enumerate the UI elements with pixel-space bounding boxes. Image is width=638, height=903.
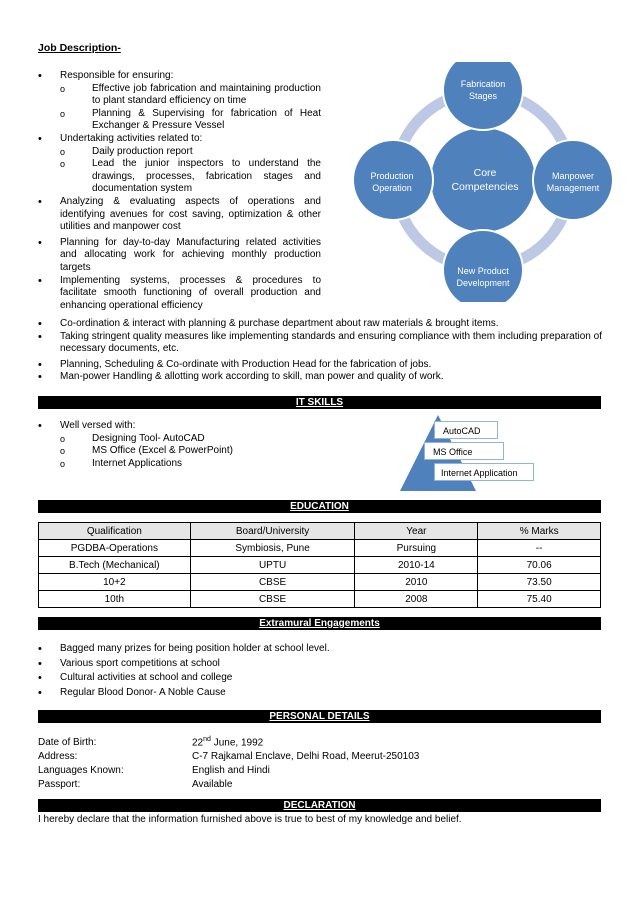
personal-details-block (38, 733, 419, 792)
pyramid-box-1: AutoCAD (434, 421, 498, 439)
pyramid-box-2: MS Office (424, 442, 504, 460)
list-item: • Co-ordination & interact with planning & purchase department about raw materials & brought items. (36, 318, 602, 331)
education-header: EDUCATION (38, 500, 601, 513)
passport-row (38, 778, 419, 792)
table-cell: 2010-14 (355, 557, 478, 574)
diagram-label-center: Core Competencies (451, 167, 519, 193)
dob-row (38, 733, 419, 750)
education-table-wrapper (38, 522, 601, 608)
table-header-cell: % Marks (478, 523, 601, 540)
list-item: • Taking stringent quality measures like implementing standards and ensuring compliance with them including preparation of necessary documents, etc. (36, 331, 602, 356)
table-cell: 10+2 (39, 574, 191, 591)
list-item: • Implementing systems, processes & procedures to facilitate smooth functioning of overall production and enhancing operational efficiency (36, 275, 321, 313)
list-item: • Bagged many prizes for being position holder at school level. (36, 642, 596, 657)
dob-rest: June, 1992 (210, 737, 264, 749)
it-skills-header: IT SKILLS (38, 396, 601, 409)
job-description-title: Job Description- (38, 42, 121, 54)
list-item: • Various sport competitions at school (36, 657, 596, 672)
list-item: • Cultural activities at school and college (36, 671, 596, 686)
table-cell: B.Tech (Mechanical) (39, 557, 191, 574)
table-cell: PGDBA-Operations (39, 540, 191, 557)
list-subitem: o Effective job fabrication and maintaining production to plant standard efficiency on time (60, 83, 321, 108)
dob-day: 22 (192, 737, 204, 749)
table-row (39, 591, 601, 608)
list-item: • Responsible for ensuring: (36, 70, 321, 83)
table-header-cell: Year (355, 523, 478, 540)
table-cell: 2010 (355, 574, 478, 591)
address-value: C-7 Rajkamal Enclave, Delhi Road, Meerut-250103 (192, 751, 420, 763)
table-cell: CBSE (190, 591, 355, 608)
diagram-label-right: Manpower Management (546, 171, 600, 193)
list-subitem: o MS Office (Excel & PowerPoint) (60, 445, 336, 458)
list-item: • Regular Blood Donor- A Noble Cause (36, 686, 596, 701)
table-cell: UPTU (190, 557, 355, 574)
list-subitem: o Internet Applications (60, 458, 336, 471)
list-subitem: o Daily production report (60, 146, 321, 159)
table-cell: CBSE (190, 574, 355, 591)
list-item: • Well versed with: (36, 420, 336, 433)
list-item: • Planning for day-to-day Manufacturing related activities and allocating work for achieving monthly production targets (36, 237, 321, 275)
address-label: Address: (38, 751, 78, 763)
it-skills-list (36, 420, 336, 470)
declaration-text: I hereby declare that the information furnished above is true to best of my knowledge and belief. (38, 814, 462, 825)
job-description-list-wide (36, 318, 602, 384)
table-cell: -- (478, 540, 601, 557)
table-cell: 73.50 (478, 574, 601, 591)
extramural-list (36, 642, 596, 700)
list-subitem: o Lead the junior inspectors to understand the drawings, processes, fabrication stages and documentation system (60, 158, 321, 196)
dob-suffix: nd (203, 736, 211, 743)
diagram-label-left: Production Operation (370, 171, 414, 193)
languages-row (38, 764, 419, 778)
table-row (39, 557, 601, 574)
list-subitem: o Planning & Supervising for fabrication of Heat Exchanger & Pressure Vessel (60, 108, 321, 133)
education-table (38, 522, 601, 608)
table-cell: 75.40 (478, 591, 601, 608)
table-cell: Symbiosis, Pune (190, 540, 355, 557)
table-header-cell: Qualification (39, 523, 191, 540)
table-row (39, 574, 601, 591)
diagram-label-bottom: New Product Development (456, 266, 510, 288)
table-cell: Pursuing (355, 540, 478, 557)
languages-value: English and Hindi (192, 765, 270, 777)
declaration-header: DECLARATION (38, 799, 601, 812)
table-cell: 2008 (355, 591, 478, 608)
table-header-cell: Board/University (190, 523, 355, 540)
dob-label: Date of Birth: (38, 737, 97, 749)
job-description-list-narrow (36, 70, 321, 312)
list-item: • Undertaking activities related to: (36, 133, 321, 146)
table-cell: 70.06 (478, 557, 601, 574)
table-header-row (39, 523, 601, 540)
pyramid-box-3: Internet Application (434, 463, 534, 481)
extramural-header: Extramural Engagements (38, 617, 601, 630)
table-row (39, 540, 601, 557)
list-subitem: o Designing Tool- AutoCAD (60, 433, 336, 446)
diagram-label-top: Fabrication Stages (460, 79, 506, 101)
languages-label: Languages Known: (38, 765, 124, 777)
personal-details-header: PERSONAL DETAILS (38, 710, 601, 723)
address-row (38, 750, 419, 764)
passport-value: Available (192, 779, 233, 791)
passport-label: Passport: (38, 779, 81, 791)
list-item: • Man-power Handling & allotting work according to skill, man power and quality of work. (36, 371, 602, 384)
list-item: • Planning, Scheduling & Co-ordinate with Production Head for the fabrication of jobs. (36, 359, 602, 372)
list-item: • Analyzing & evaluating aspects of operations and identifying avenues for cost saving, optimization & other utilities and manpower cost (36, 196, 321, 234)
table-cell: 10th (39, 591, 191, 608)
